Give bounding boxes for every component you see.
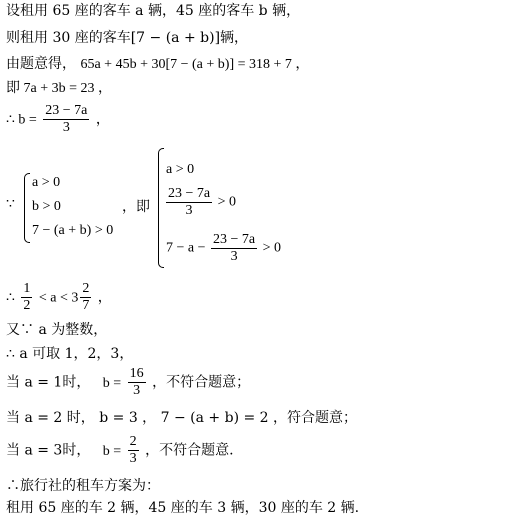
system-2-row-1: a > 0 [166,162,195,177]
line-9 [6,366,250,399]
system-1-row-3: 7 − (a + b) > 0 [32,223,114,238]
line-5-post: ， [95,111,110,128]
line-3-prefix: 由题意得， [6,56,76,72]
line-6-prefix: ∴ [6,290,15,306]
line-9-b: b = [102,375,122,391]
system-2-fraction-1 [166,186,212,219]
line-4: 即 7a + 3b = 23 ， [6,81,113,96]
because-symbol: ∵ [6,197,15,212]
fraction-b [43,103,89,136]
line-12: ∴旅行社的租车方案为： [6,478,160,494]
line-9-post: ，不符合题意； [152,374,251,391]
line-11-prefix: 当 a = 3时， [6,442,91,459]
system-2-fraction-1-num: 23 − 7a [168,186,211,201]
line-5-prefix: ∴ b = [6,112,37,128]
fraction-half [21,281,32,314]
line-1: 设租用 65 座的客车 a 辆，45 座的客车 b 辆， [6,3,301,19]
system-2-fraction-2 [211,232,257,265]
line-2: 则租用 30 座的客车[7 − (a + b)]辆， [6,30,249,46]
fraction-b-den: 3 [62,120,70,135]
line-5 [6,103,110,136]
fraction-two-sevenths-num: 2 [82,281,90,296]
system-2-row-3-post: > 0 [262,240,282,256]
line-13: 租用 65 座的车 2 辆，45 座的车 3 辆，30 座的车 2 辆. [6,500,360,516]
fraction-half-den: 2 [23,298,31,313]
system-2-row-3 [166,232,281,265]
fraction-two-thirds [128,434,139,467]
fraction-two-sevenths-den: 7 [82,298,90,313]
system-2 [166,148,326,268]
system-2-fraction-2-den: 3 [230,249,238,264]
line-11-b: b = [102,443,122,459]
fraction-sixteen-thirds [128,366,146,399]
system-2-row-2 [166,186,236,219]
fraction-two-sevenths [80,281,91,314]
line-6-mid: < a < 3 [38,290,79,306]
system-1-row-1: a > 0 [32,175,61,190]
fraction-sixteen-thirds-den: 3 [133,383,141,398]
fraction-two-thirds-den: 3 [129,451,137,466]
line-7: 又∵ a 为整数， [6,322,108,338]
line-11-post: ，不符合题意. [145,442,234,459]
brace-1 [24,173,30,243]
line-9-prefix: 当 a = 1时， [6,374,91,391]
fraction-b-num: 23 − 7a [45,103,88,118]
line-6-post: ， [97,289,112,306]
line-10: 当 a = 2 时， b = 3 ， 7 − (a + b) = 2 ，符合题意； [6,410,358,426]
fraction-sixteen-thirds-num: 16 [129,366,144,381]
line-3-equation: 65a + 45b + 30[7 − (a + b)] = 318 + 7 ， [80,57,310,72]
line-11 [6,434,234,467]
line-3 [6,55,309,74]
system-connector: ，即 [122,199,150,215]
fraction-half-num: 1 [23,281,31,296]
brace-2 [158,148,164,268]
system-2-row-2-post: > 0 [217,194,237,210]
line-8: ∴ a 可取 1，2，3， [6,346,134,362]
system-2-fraction-2-num: 23 − 7a [213,232,256,247]
system-1-row-2: b > 0 [32,199,61,214]
fraction-two-thirds-num: 2 [129,434,137,449]
line-6 [6,281,112,314]
system-2-fraction-1-den: 3 [185,203,193,218]
system-2-row-3-pre: 7 − a − [166,240,206,256]
